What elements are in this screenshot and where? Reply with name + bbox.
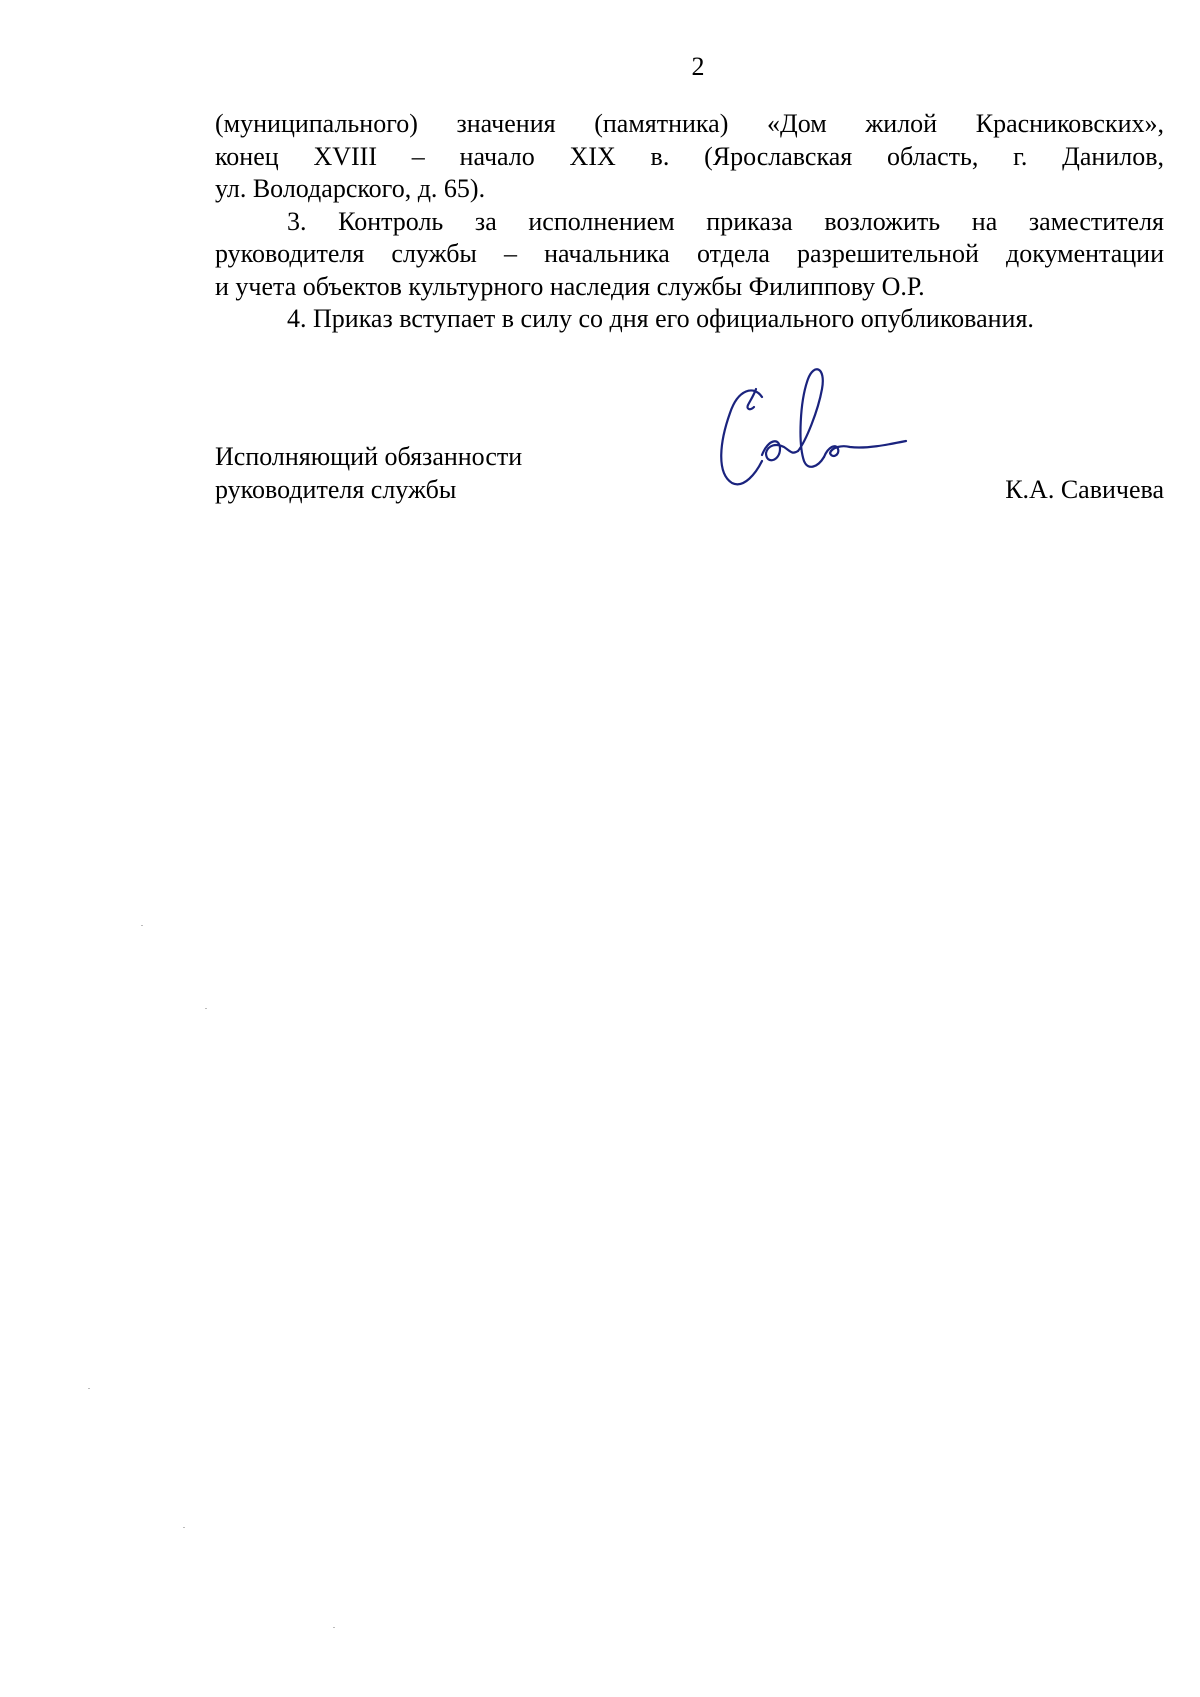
scan-speck xyxy=(205,1008,207,1009)
paragraph-item-3 xyxy=(215,206,1164,304)
page-number: 2 xyxy=(691,52,705,81)
paragraph-line: 3. Контроль за исполнением приказа возложить на заместителя xyxy=(287,206,1164,236)
signatory-position xyxy=(215,440,522,506)
signatory-position-line: Исполняющий обязанности xyxy=(215,442,523,471)
paragraph-line: конец XVIII – начало XIX в. (Ярославская область, г. Данилов, xyxy=(215,141,1164,171)
paragraph-line: и учета объектов культурного наследия службы Филиппову О.Р. xyxy=(215,271,925,301)
signatory-position-line: руководителя службы xyxy=(215,475,457,504)
document-body xyxy=(215,108,1164,336)
paragraph-line: (муниципального) значения (памятника) «Дом жилой Красниковских», xyxy=(215,109,1164,138)
signature-block xyxy=(215,440,1164,560)
paragraph-line: 4. Приказ вступает в силу со дня его официального опубликования. xyxy=(287,304,1034,333)
scan-speck xyxy=(88,1388,90,1389)
scan-speck xyxy=(183,1527,185,1528)
paragraph-item-4 xyxy=(215,303,1164,336)
paragraph-line: ул. Володарского, д. 65). xyxy=(215,174,486,203)
scan-speck xyxy=(333,1627,335,1628)
paragraph-line: руководителя службы – начальника отдела разрешительной документации xyxy=(215,239,1164,268)
signatory-name: К.А. Савичева xyxy=(1005,475,1164,504)
paragraph-continuation xyxy=(215,108,1164,206)
scan-speck xyxy=(141,925,143,926)
